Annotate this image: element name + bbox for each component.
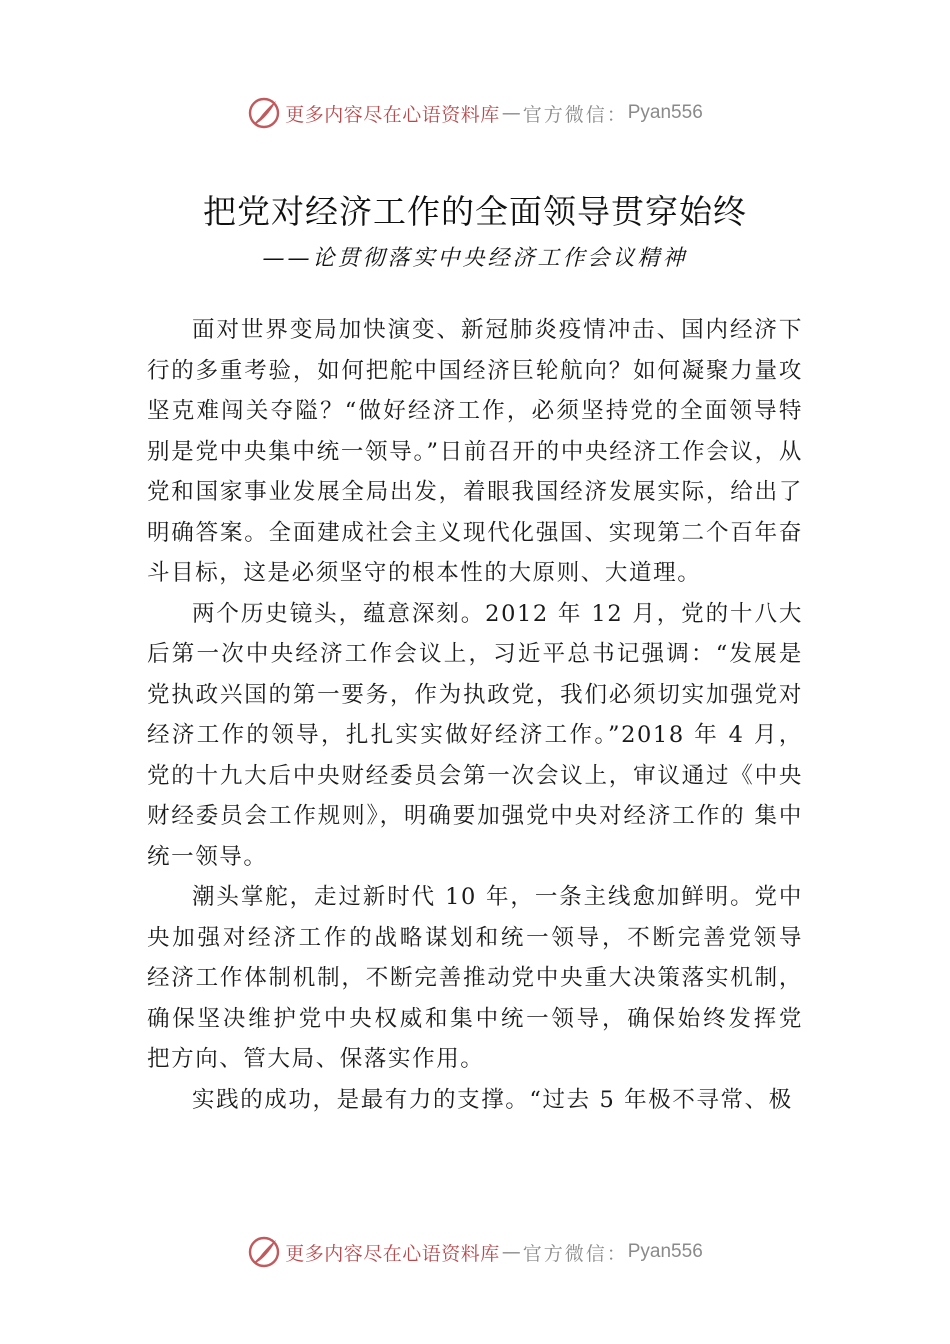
banner-dash: — <box>501 102 521 124</box>
banner-wechat-label: 官方微信： <box>522 1242 628 1265</box>
banner-dash: — <box>501 1241 521 1263</box>
banner-wechat-id: Pyan556 <box>627 102 703 123</box>
document-title: 把党对经济工作的全面领导贯穿始终 <box>203 192 747 231</box>
paragraph-2: 两个历史镜头，蕴意深刻。2012 年 12 月，党的十八大后第一次中央经济工作会议上，习近平总书记强调：“发展是党执政兴国的第一要务，作为执政党，我们必须切实加强党对经济工作的领导，扎扎实实做好经济工作。”2018 年 4 月，党的十九大后中央财经委员会第一次会议上，审议通过《中央财经委员会工作规则》，明确要加强党中央对经济工作的 集中统一领导。 <box>147 600 803 870</box>
banner-wechat-id: Pyan556 <box>627 1241 703 1262</box>
footer-watermark-banner <box>0 1232 950 1272</box>
banner-wechat-label: 官方微信： <box>522 103 628 126</box>
document-body <box>147 310 803 1120</box>
quill-pen-logo-icon <box>247 1235 281 1269</box>
quill-pen-logo-icon <box>247 96 281 130</box>
paragraph-3: 潮头掌舵，走过新时代 10 年，一条主线愈加鲜明。党中央加强对经济工作的战略谋划和统一领导，不断完善党领导 经济工作体制机制，不断完善推动党中央重大决策落实机制， 确保坚决维护党中央权威和集中统一领导，确保始终发挥党 把方向、管大局、保落实作用。 <box>147 884 803 1072</box>
paragraph-4: 实践的成功，是最有力的支撑。“过去 5 年极不寻常、极 <box>192 1086 793 1113</box>
header-watermark-banner <box>0 93 950 133</box>
paragraph-1: 面对世界变局加快演变、新冠肺炎疫情冲击、国内经济下行的多重考验，如何把舵中国经济巨轮航向？如何凝聚力量攻坚克难闯关夺隘？“做好经济工作，必须坚持党的全面领导特别是党中央集中统一领导。”日前召开的中央经济工作会议，从党和国家事业发展全局出发，着眼我国经济发展实际，给出了明确答案。全面建成社会主义现代化强国、实现第二个百年奋斗目标，这是必须坚守的根本性的大原则、大道理。 <box>147 317 803 586</box>
document-subtitle: ——论贯彻落实中央经济工作会议精神 <box>262 246 688 271</box>
banner-slogan: 更多内容尽在心语资料库 <box>285 1242 500 1265</box>
banner-slogan: 更多内容尽在心语资料库 <box>285 103 500 126</box>
